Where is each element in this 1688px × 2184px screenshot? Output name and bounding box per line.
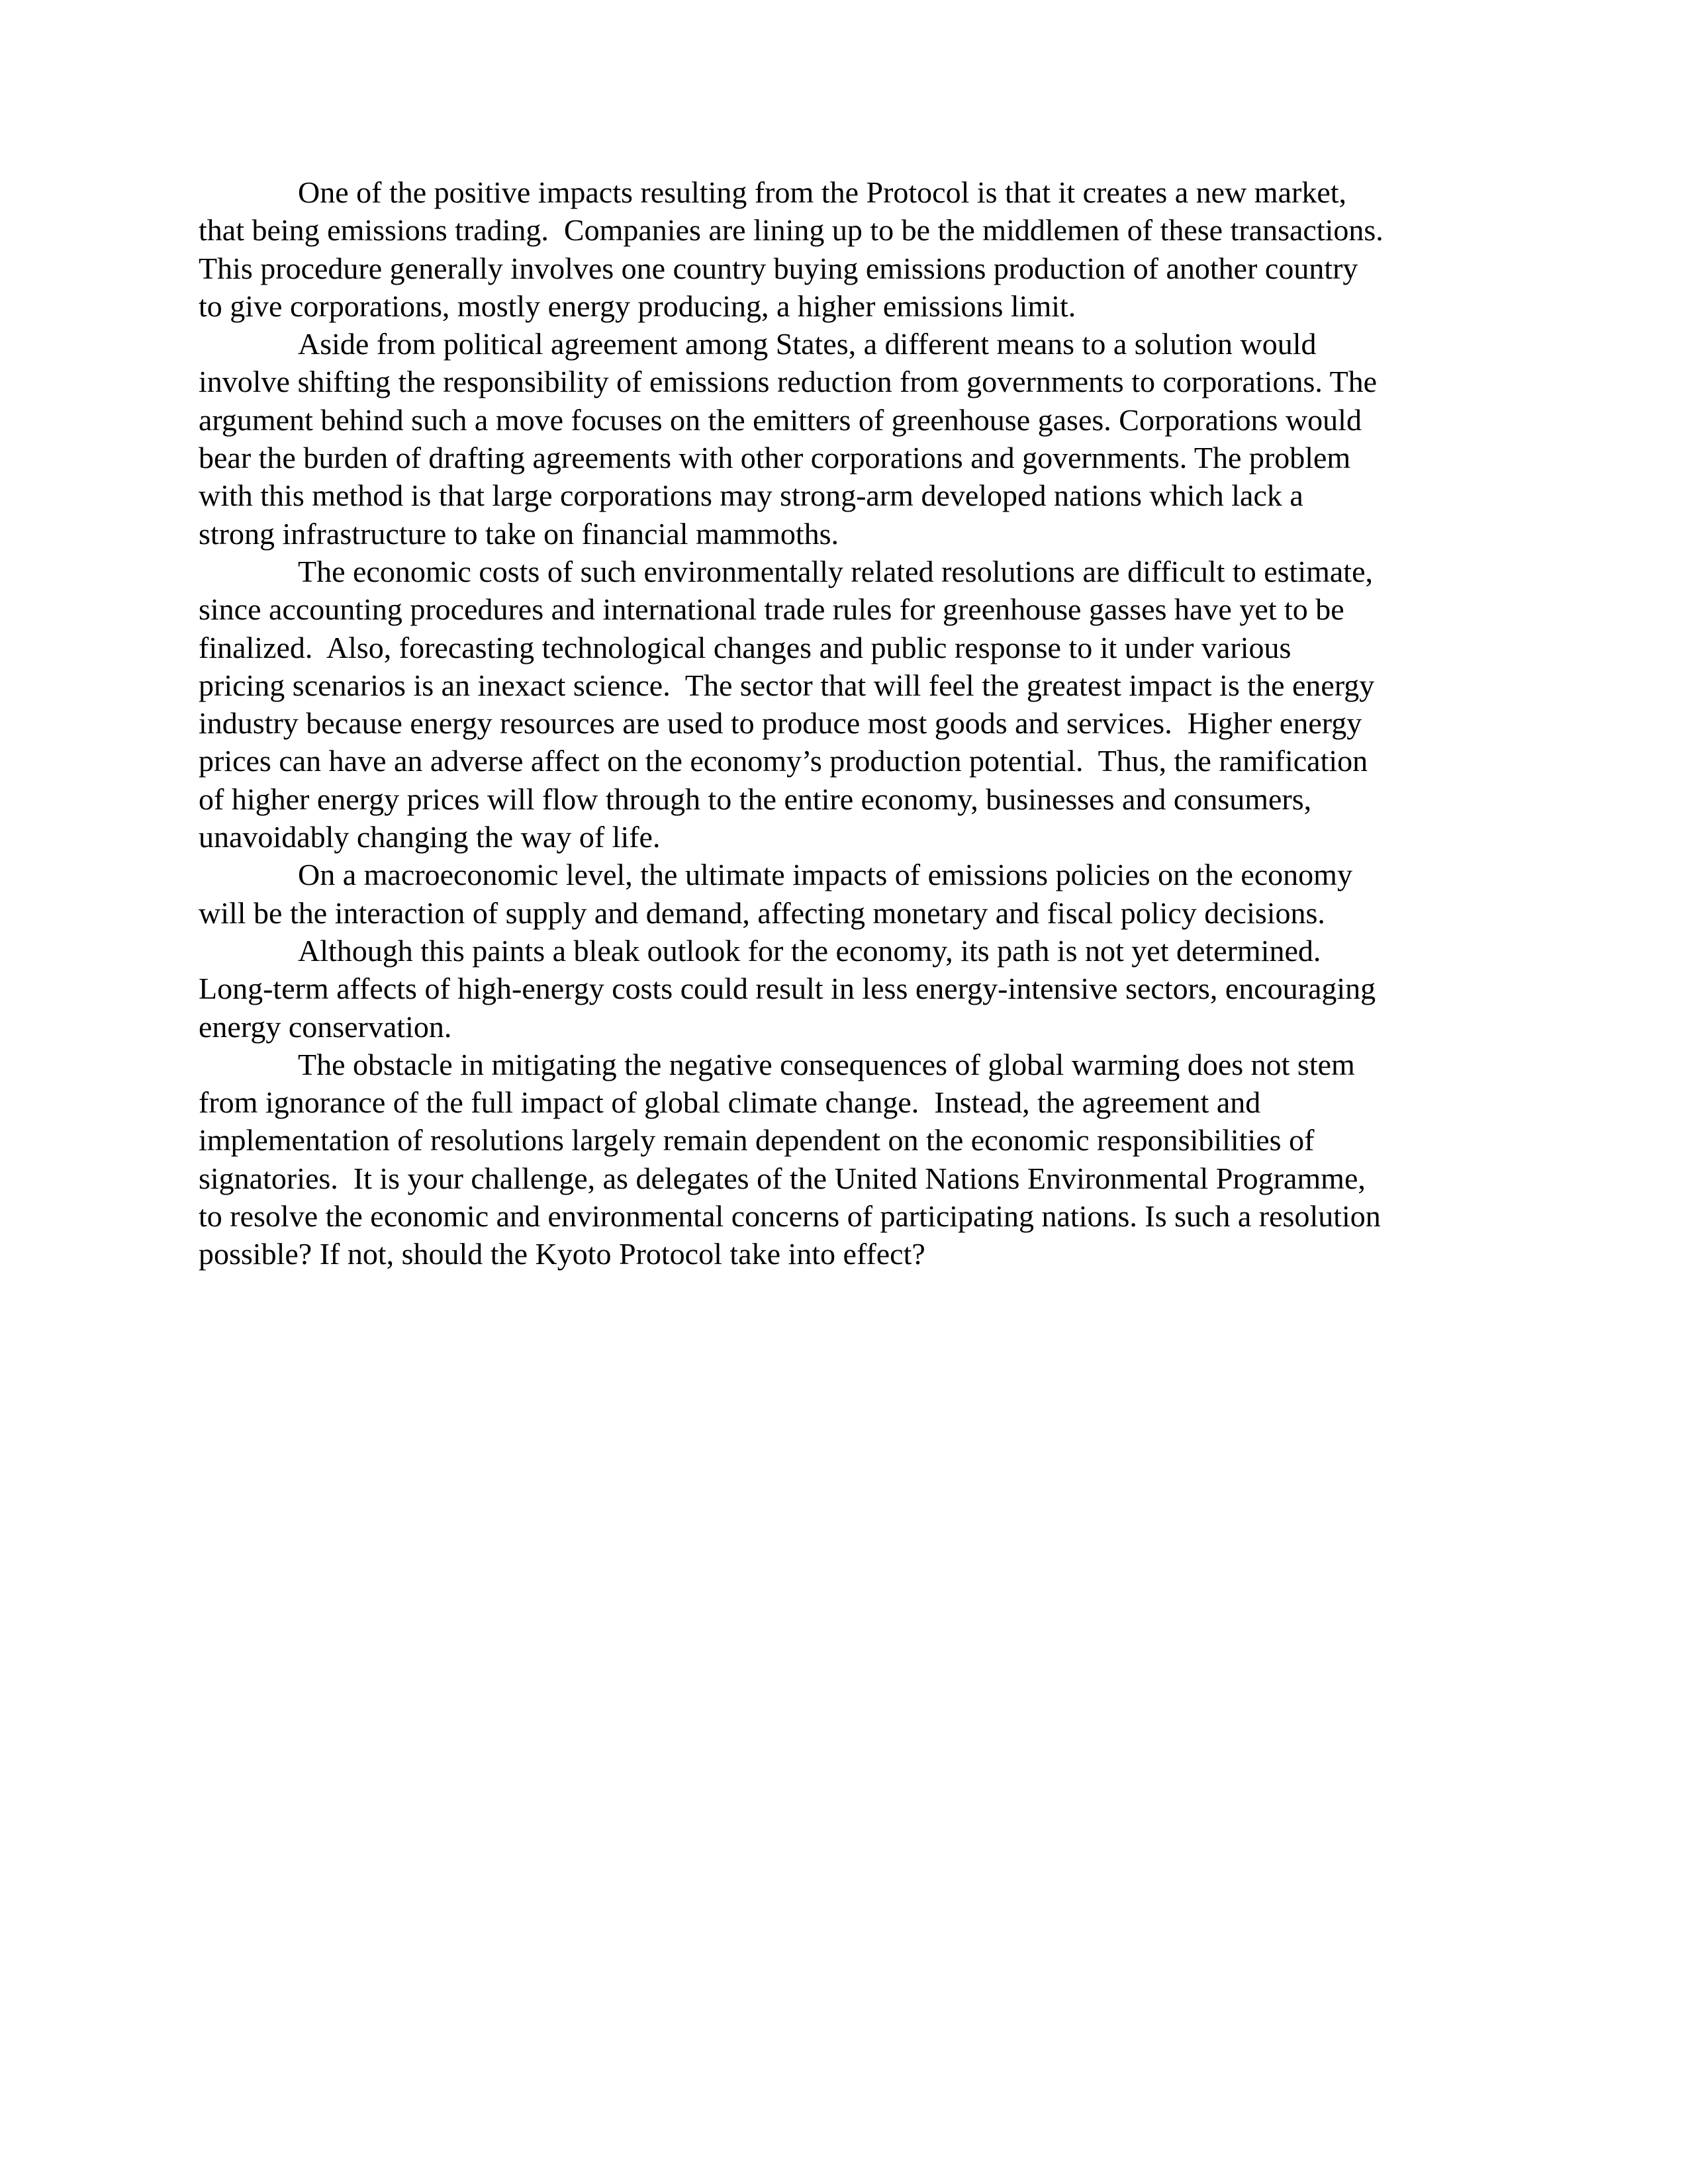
text-line: from ignorance of the full impact of global climate change. Instead, the agreement and (199, 1085, 1261, 1120)
text-line: One of the positive impacts resulting from the Protocol is that it creates a new market, (298, 175, 1347, 209)
text-line: possible? If not, should the Kyoto Protocol take into effect? (199, 1237, 925, 1271)
text-line: Although this paints a bleak outlook for the economy, its path is not yet determined. (298, 933, 1321, 968)
text-line: bear the burden of drafting agreements with other corporations and governments. The problem (199, 441, 1351, 475)
text-line: Long-term affects of high-energy costs could result in less energy-intensive sectors, encouraging (199, 972, 1376, 1006)
text-line: will be the interaction of supply and demand, affecting monetary and fiscal policy decisions. (199, 895, 1325, 930)
text-line: since accounting procedures and international trade rules for greenhouse gasses have yet to be (199, 592, 1344, 627)
text-line: industry because energy resources are used to produce most goods and services. Higher energy (199, 706, 1362, 741)
body-text (199, 173, 1489, 1273)
text-line: to resolve the economic and environmental concerns of participating nations. Is such a resolution (199, 1199, 1381, 1234)
text-line: of higher energy prices will flow through to the entire economy, businesses and consumers, (199, 782, 1312, 816)
text-line: prices can have an adverse affect on the economy’s production potential. Thus, the ramification (199, 744, 1368, 778)
text-line: The economic costs of such environmentally related resolutions are difficult to estimate, (298, 554, 1373, 588)
paragraph-macroeconomic (199, 856, 1489, 932)
text-line: involve shifting the responsibility of emissions reduction from governments to corporations. The (199, 365, 1378, 399)
text-line: that being emissions trading. Companies are lining up to be the middlemen of these transactions. (199, 213, 1383, 248)
text-line: This procedure generally involves one country buying emissions production of another country (199, 251, 1358, 285)
paragraph-economic-costs (199, 553, 1489, 856)
text-line: energy conservation. (199, 1009, 452, 1044)
text-line: argument behind such a move focuses on the emitters of greenhouse gases. Corporations would (199, 402, 1362, 437)
paragraph-outlook (199, 932, 1489, 1046)
text-line: with this method is that large corporations may strong-arm developed nations which lack a (199, 478, 1303, 513)
paragraph-emissions-trading (199, 173, 1489, 325)
paragraph-challenge (199, 1046, 1489, 1273)
paragraph-corporate-responsibility (199, 325, 1489, 553)
text-line: implementation of resolutions largely remain dependent on the economic responsibilities of (199, 1123, 1315, 1158)
text-line: to give corporations, mostly energy producing, a higher emissions limit. (199, 289, 1076, 323)
text-line: Aside from political agreement among States, a different means to a solution would (298, 327, 1317, 361)
text-line: finalized. Also, forecasting technological changes and public response to it under various (199, 630, 1291, 664)
text-line: The obstacle in mitigating the negative consequences of global warming does not stem (298, 1047, 1355, 1081)
text-line: pricing scenarios is an inexact science. The sector that will feel the greatest impact is the energy (199, 668, 1375, 702)
text-line: strong infrastructure to take on financial mammoths. (199, 516, 839, 551)
text-line: signatories. It is your challenge, as delegates of the United Nations Environmental Programme, (199, 1161, 1366, 1195)
text-line: On a macroeconomic level, the ultimate impacts of emissions policies on the economy (298, 858, 1352, 892)
text-line: unavoidably changing the way of life. (199, 820, 661, 854)
